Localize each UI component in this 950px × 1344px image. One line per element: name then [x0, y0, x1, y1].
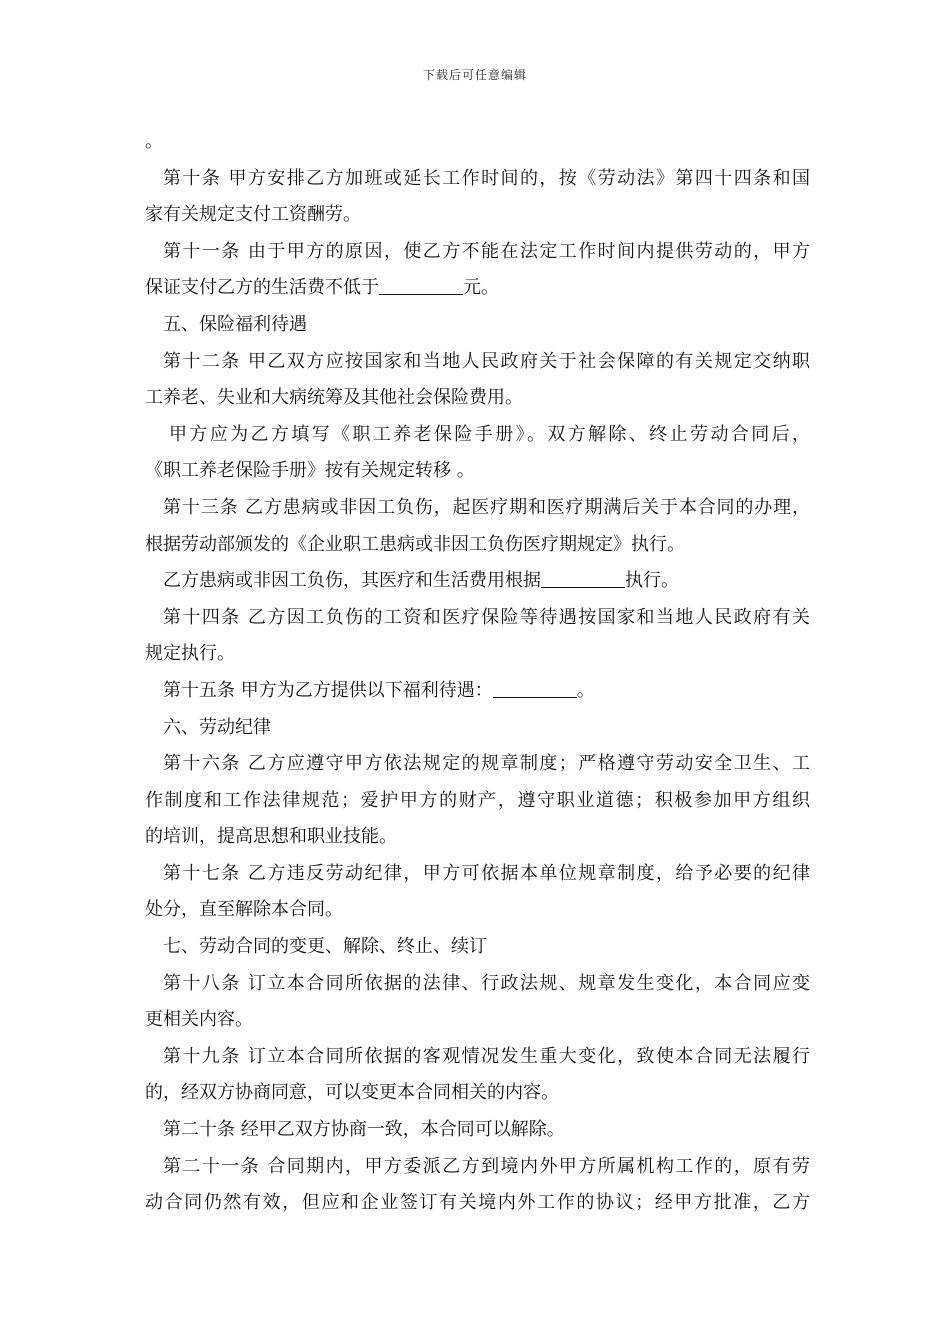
page-header: 下载后可任意编辑: [422, 68, 527, 82]
line-text-before: 乙方患病或非因工负伤，其医疗和生活费用根据: [163, 570, 541, 592]
text-line: 七、劳动合同的变更、解除、终止、续订: [163, 936, 487, 958]
text-line: 第十六条 乙方应遵守甲方依法规定的规章制度；严格遵守劳动安全卫生、工: [163, 753, 810, 775]
text-line: 第十二条 甲乙双方应按国家和当地人民政府关于社会保障的有关规定交纳职: [163, 350, 810, 372]
text-line: 第十九条 订立本合同所依据的客观情况发生重大变化，致使本合同无法履行: [163, 1045, 810, 1067]
text-line: [145, 673, 810, 710]
text-line: 第二十条 经甲乙双方协商一致，本合同可以解除。: [163, 1119, 565, 1141]
line-text-before: 保证支付乙方的生活费不低于: [145, 277, 379, 299]
text-line: 作制度和工作法律规范；爱护甲方的财产，遵守职业道德；积极参加甲方组织: [145, 789, 810, 811]
text-line: 处分，直至解除本合同。: [145, 899, 343, 921]
text-line: 的培训，提高思想和职业技能。: [145, 826, 397, 848]
text-line: 动合同仍然有效，但应和企业签订有关境内外工作的协议；经甲方批准，乙方: [145, 1192, 810, 1214]
line-text-before: 第十五条 甲方为乙方提供以下福利待遇：: [163, 679, 493, 701]
line-text-after: 。: [576, 679, 595, 701]
text-line: 的，经双方协商同意，可以变更本合同相关的内容。: [145, 1082, 559, 1104]
text-line: 第十条 甲方安排乙方加班或延长工作时间的，按《劳动法》第四十四条和国: [163, 167, 810, 189]
fill-in-blank: [379, 278, 463, 295]
text-line: 第十三条 乙方患病或非因工负伤，起医疗期和医疗期满后关于本合同的办理，: [163, 496, 810, 518]
text-line: 《职工养老保险手册》按有关规定转移 。: [145, 460, 475, 482]
text-line: 第十八条 订立本合同所依据的法律、行政法规、规章发生变化，本合同应变: [163, 972, 810, 994]
text-line: 第十一条 由于甲方的原因，使乙方不能在法定工作时间内提供劳动的，甲方: [163, 240, 810, 262]
document-body: [145, 124, 810, 1222]
text-line: 第十四条 乙方因工负伤的工资和医疗保险等待遇按国家和当地人民政府有关: [163, 606, 810, 628]
text-line: [145, 563, 810, 600]
text-line: 更相关内容。: [145, 1009, 253, 1031]
text-line: 六、劳动纪律: [163, 716, 271, 738]
text-line: 家有关规定支付工资酬劳。: [145, 204, 361, 226]
text-line: [145, 270, 810, 307]
line-text-after: 执行。: [625, 570, 679, 592]
fill-in-blank: [541, 571, 625, 588]
text-line: 根据劳动部颁发的《企业职工患病或非因工负伤医疗期规定》执行。: [145, 533, 685, 555]
text-line: 第十七条 乙方违反劳动纪律，甲方可依据本单位规章制度，给予必要的纪律: [163, 862, 810, 884]
text-line: 工养老、失业和大病统筹及其他社会保险费用。: [145, 387, 523, 409]
text-line: 五、保险福利待遇: [163, 313, 307, 335]
text-line: 。: [145, 131, 163, 152]
fill-in-blank: [493, 681, 577, 698]
line-text-after: 元。: [463, 277, 499, 299]
text-line: 第二十一条 合同期内，甲方委派乙方到境内外甲方所属机构工作的，原有劳: [163, 1155, 810, 1177]
text-line: 规定执行。: [145, 643, 235, 665]
text-line: 甲方应为乙方填写《职工养老保险手册》。双方解除、终止劳动合同后，: [169, 423, 810, 445]
